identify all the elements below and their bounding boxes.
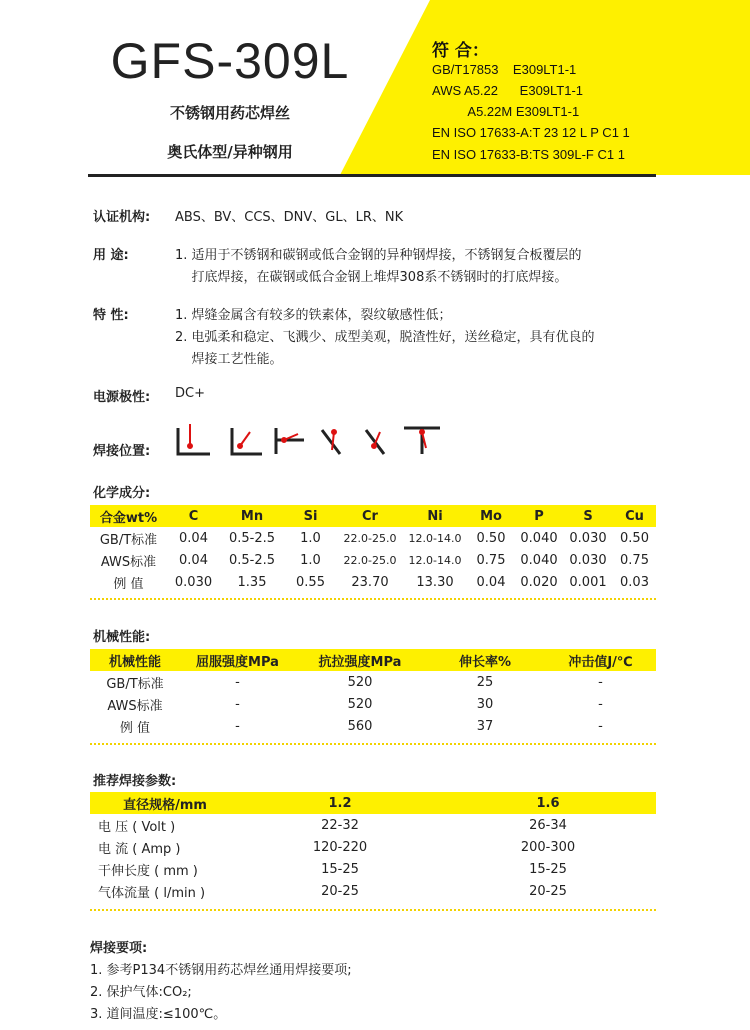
table-row [90, 880, 656, 902]
table-cell: GB/T标准 [99, 532, 158, 548]
cert-label: 认证机构: [93, 210, 151, 225]
mech-header: 冲击值J/℃ [568, 654, 633, 670]
standard-line: EN ISO 17633-B:TS 309L-F C1 1 [432, 147, 625, 162]
table-cell: 0.040 [520, 552, 558, 568]
table-cell: 22-32 [321, 817, 359, 833]
table-cell: 20-25 [321, 883, 359, 899]
table-row [90, 715, 656, 737]
positions-label: 焊接位置: [93, 444, 151, 459]
table-cell: 15-25 [321, 861, 359, 877]
table-row [90, 527, 656, 549]
table-cell: - [598, 696, 603, 712]
table-cell: 520 [347, 674, 373, 690]
dotted-divider [90, 909, 656, 911]
table-cell: 12.0-14.0 [408, 553, 462, 567]
table-cell: 200-300 [520, 839, 576, 855]
table-cell: 22.0-25.0 [343, 531, 397, 545]
notes-label: 焊接要项: [90, 941, 148, 956]
table-row [90, 671, 656, 693]
table-cell: 气体流量 ( l/min ) [98, 885, 206, 901]
chem-header: Cu [625, 508, 644, 524]
chem-header: Si [303, 508, 318, 524]
params-label: 推荐焊接参数: [93, 774, 177, 789]
table-cell: 0.030 [569, 530, 607, 546]
table-cell: 25 [476, 674, 494, 690]
table-cell: 30 [476, 696, 494, 712]
table-cell: 37 [476, 718, 494, 734]
table-cell: 0.030 [174, 574, 213, 590]
polarity-value: DC+ [175, 386, 205, 401]
cert-value: ABS、BV、CCS、DNV、GL、LR、NK [175, 210, 404, 225]
table-cell: - [235, 696, 240, 712]
usage-line: 1. 适用于不锈钢和碳钢或低合金钢的异种钢焊接，不锈钢复合板覆层的 [175, 248, 582, 263]
table-cell: 0.04 [179, 530, 208, 546]
table-cell: 干伸长度 ( mm ) [98, 863, 198, 879]
product-subtitle: 不锈钢用药芯焊丝 [169, 104, 290, 122]
table-cell: 1.35 [237, 574, 267, 590]
table-cell: 0.5-2.5 [228, 530, 276, 546]
table-cell: 1.0 [300, 552, 321, 568]
table-cell: 20-25 [529, 883, 567, 899]
standard-line: A5.22M E309LT1-1 [432, 104, 580, 119]
table-cell: 26-34 [529, 817, 567, 833]
standards-heading: 符 合： [432, 41, 489, 61]
chem-header: P [534, 508, 544, 524]
product-title: GFS-309L [110, 33, 350, 89]
table-cell: 120-220 [312, 839, 368, 855]
mech-header-row [90, 649, 656, 671]
product-category: 奥氏体型/异种钢用 [167, 143, 293, 161]
chem-header: Mn [240, 508, 264, 524]
table-cell: 0.50 [476, 530, 506, 546]
note-line: 3. 道间温度:≤100℃。 [90, 1007, 227, 1022]
table-cell: 22.0-25.0 [343, 553, 397, 567]
note-line: 1. 参考P134不锈钢用药芯焊丝通用焊接要项; [90, 963, 352, 978]
welding-position-icons [170, 420, 440, 460]
dotted-divider [90, 743, 656, 745]
table-cell: AWS标准 [107, 698, 163, 714]
params-header: 直径规格/mm [123, 797, 207, 813]
table-cell: 0.03 [620, 574, 649, 590]
mech-header: 机械性能 [108, 654, 161, 670]
note-line: 2. 保护气体:CO₂; [90, 985, 192, 1000]
table-cell: 0.04 [476, 574, 506, 590]
dotted-divider [90, 598, 656, 600]
table-cell: 0.55 [296, 574, 325, 590]
table-cell: - [235, 674, 240, 690]
table-cell: - [235, 718, 240, 734]
table-cell: - [598, 718, 603, 734]
usage-line: 打底焊接，在碳钢或低合金钢上堆焊308系不锈钢时的打底焊接。 [175, 270, 568, 285]
table-row [90, 549, 656, 571]
mech-table [90, 649, 656, 737]
standard-line: AWS A5.22 E309LT1-1 [432, 83, 584, 98]
table-cell: 0.04 [179, 552, 208, 568]
chem-header: C [188, 508, 199, 524]
chem-header: S [583, 508, 593, 524]
chem-header-row [90, 505, 656, 527]
table-cell: 13.30 [416, 574, 454, 590]
table-cell: 15-25 [529, 861, 567, 877]
table-cell: 0.75 [620, 552, 649, 568]
table-cell: 0.50 [620, 530, 649, 546]
table-cell: 0.75 [476, 552, 506, 568]
chem-header: 合金wt% [99, 510, 158, 526]
mech-header: 抗拉强度MPa [318, 654, 402, 670]
feature-line: 1. 焊缝金属含有较多的铁素体，裂纹敏感性低； [175, 308, 452, 323]
table-cell: 电 流 ( Amp ) [98, 841, 181, 857]
table-cell: AWS标准 [100, 554, 157, 570]
chem-header: Cr [362, 508, 378, 524]
table-row [90, 814, 656, 836]
standard-line: EN ISO 17633-A:T 23 12 L P C1 1 [432, 125, 630, 140]
mech-label: 机械性能: [93, 630, 151, 645]
table-cell: 12.0-14.0 [408, 531, 462, 545]
table-cell: 电 压 ( Volt ) [98, 819, 176, 835]
usage-label: 用 途: [93, 248, 129, 263]
table-cell: 520 [347, 696, 373, 712]
table-cell: 0.040 [520, 530, 558, 546]
standard-line: GB/T17853 E309LT1-1 [432, 62, 577, 77]
features-label: 特 性: [93, 308, 129, 323]
table-cell: - [598, 674, 603, 690]
header-divider [88, 174, 656, 177]
mech-header: 屈服强度MPa [196, 654, 279, 670]
params-header: 1.6 [536, 795, 560, 811]
chem-label: 化学成分: [93, 486, 151, 501]
table-cell: 例 值 [113, 576, 144, 592]
table-cell: 560 [347, 718, 373, 734]
params-header: 1.2 [328, 795, 352, 811]
table-row [90, 858, 656, 880]
chem-header: Ni [427, 508, 443, 524]
table-cell: 23.70 [351, 574, 389, 590]
table-cell: 例 值 [119, 720, 151, 736]
feature-line: 焊接工艺性能。 [175, 352, 283, 367]
table-row [90, 571, 656, 593]
mech-header: 伸长率% [458, 654, 512, 670]
table-row [90, 693, 656, 715]
polarity-label: 电源极性: [93, 390, 151, 405]
params-header-row [90, 792, 656, 814]
table-cell: 0.020 [520, 574, 558, 590]
table-row [90, 836, 656, 858]
table-cell: 0.001 [569, 574, 607, 590]
table-cell: 0.5-2.5 [228, 552, 276, 568]
feature-line: 2. 电弧柔和稳定、飞溅少、成型美观，脱渣性好，送丝稳定，具有优良的 [175, 330, 595, 345]
params-table [90, 792, 656, 902]
chem-table [90, 505, 656, 593]
chem-header: Mo [480, 508, 502, 524]
table-cell: 1.0 [300, 530, 321, 546]
table-cell: 0.030 [569, 552, 607, 568]
table-cell: GB/T标准 [106, 676, 164, 692]
